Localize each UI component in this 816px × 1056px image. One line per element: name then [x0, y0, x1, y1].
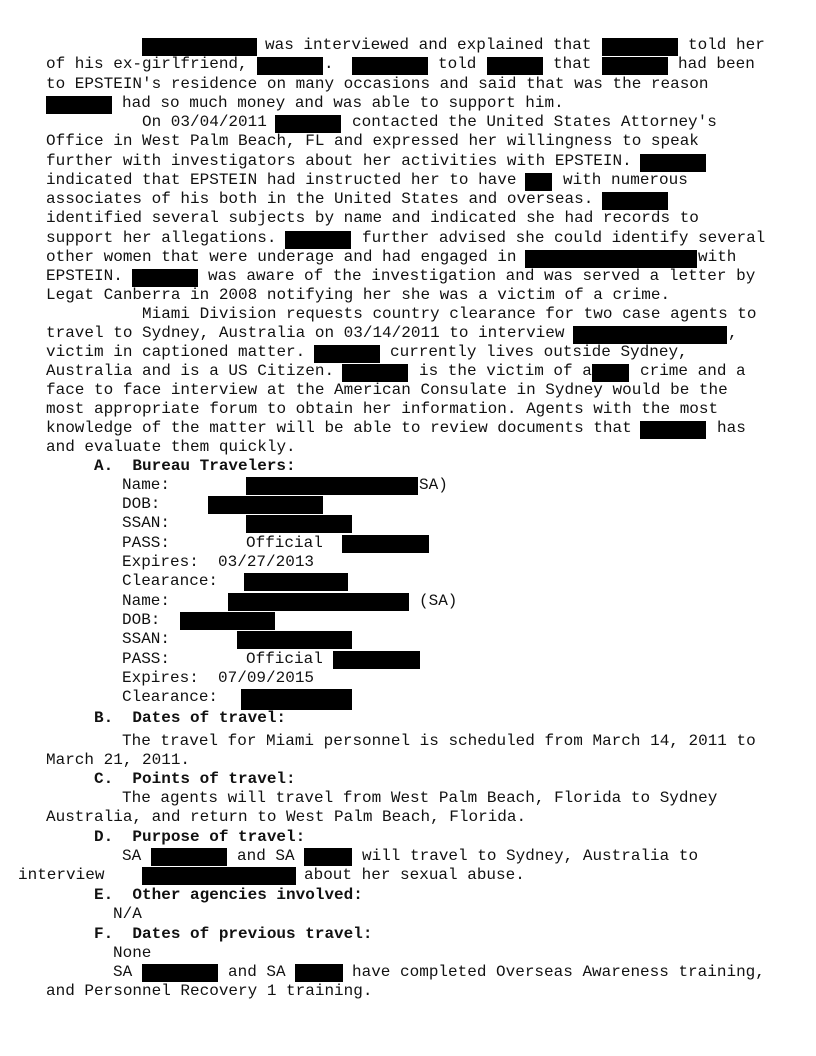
redaction-block [602, 38, 678, 56]
text-line: with numerous [563, 171, 688, 189]
text-line: had so much money and was able to support him. [122, 94, 564, 112]
field-value: SA) [419, 476, 448, 494]
text-line: Australia, and return to West Palm Beach, Florida. [46, 808, 527, 826]
text-line: travel to Sydney, Australia on 03/14/2011 to interview [46, 324, 565, 342]
text-line: will travel to Sydney, Australia to [362, 847, 699, 865]
redaction-block [342, 364, 408, 382]
redaction-block [525, 173, 552, 191]
redaction-block [352, 57, 428, 75]
text-line: The travel for Miami personnel is scheduled from March 14, 2011 to [122, 732, 756, 750]
text-line: further advised she could identify several [362, 229, 766, 247]
text-line: of his ex-girlfriend, [46, 55, 248, 73]
text-line: , [728, 324, 738, 342]
text-line: and SA [237, 847, 295, 865]
redaction-block [525, 250, 697, 268]
text-line: On 03/04/2011 [142, 113, 267, 131]
text-line: was interviewed and explained that [265, 36, 592, 54]
text-line: told her [688, 36, 765, 54]
text-line: Office in West Palm Beach, FL and expressed her willingness to speak [46, 132, 699, 150]
text-line: knowledge of the matter will be able to review documents that [46, 419, 632, 437]
redaction-block [241, 689, 352, 710]
redaction-block [142, 867, 296, 885]
redaction-block [237, 631, 352, 649]
redaction-block [257, 57, 323, 75]
field-label: PASS: [122, 534, 171, 552]
redaction-block [142, 38, 257, 56]
text-line: face to face interview at the American Consulate in Sydney would be the [46, 381, 728, 399]
field-value: (SA) [419, 592, 458, 610]
text-line: and evaluate them quickly. [46, 438, 296, 456]
redaction-block [246, 515, 352, 533]
section-heading: B. Dates of travel: [94, 709, 287, 727]
field-label: Name: [122, 592, 171, 610]
section-heading: F. Dates of previous travel: [94, 925, 373, 943]
section-heading: A. Bureau Travelers: [94, 457, 296, 475]
redaction-block [208, 496, 323, 514]
redaction-block [640, 421, 706, 439]
redaction-block [142, 964, 218, 982]
redaction-block [285, 231, 351, 249]
redaction-block [304, 848, 352, 866]
field-value: Expires: 07/09/2015 [122, 669, 315, 687]
redaction-block [132, 269, 198, 287]
section-heading: C. Points of travel: [94, 770, 296, 788]
redaction-block [602, 192, 668, 210]
text-line: Legat Canberra in 2008 notifying her she was a victim of a crime. [46, 286, 671, 304]
text-line: with [698, 248, 737, 266]
text-line: victim in captioned matter. [46, 343, 306, 361]
redaction-block [244, 573, 348, 591]
field-label: DOB: [122, 611, 161, 629]
text-line: indicated that EPSTEIN had instructed her to have [46, 171, 517, 189]
text-line: and SA [228, 963, 286, 981]
text-line: about her sexual abuse. [304, 866, 525, 884]
redaction-block [275, 115, 341, 133]
text-line: other women that were underage and had engaged in [46, 248, 517, 266]
text-line: March 21, 2011. [46, 751, 191, 769]
redaction-block [46, 96, 112, 114]
redaction-block [640, 154, 706, 172]
field-label: SSAN: [122, 630, 171, 648]
text-line: EPSTEIN. [46, 267, 123, 285]
text-line: currently lives outside Sydney, [390, 343, 688, 361]
redaction-block [342, 535, 429, 553]
text-line: identified several subjects by name and indicated she had records to [46, 209, 699, 227]
redaction-block [246, 477, 418, 495]
text-line: was aware of the investigation and was served a letter by [208, 267, 756, 285]
redaction-block [333, 651, 420, 669]
redaction-block [314, 345, 380, 363]
text-line: to EPSTEIN's residence on many occasions and said that was the reason [46, 75, 709, 93]
text-line: interview [18, 866, 105, 884]
field-label: SSAN: [122, 514, 171, 532]
text-line: support her allegations. [46, 229, 277, 247]
text-line: that [553, 55, 592, 73]
text-line: SA [113, 963, 133, 981]
text-line: contacted the United States Attorney's [352, 113, 717, 131]
field-value: Official [246, 650, 323, 668]
redaction-block [573, 326, 727, 344]
section-heading: E. Other agencies involved: [94, 886, 363, 904]
text-line: and Personnel Recovery 1 training. [46, 982, 373, 1000]
text-line: N/A [113, 905, 142, 923]
field-label: PASS: [122, 650, 171, 668]
field-label: Clearance: [122, 688, 219, 706]
field-label: DOB: [122, 495, 161, 513]
field-label: Name: [122, 476, 171, 494]
redaction-block [487, 57, 543, 75]
text-line: has [717, 419, 746, 437]
text-line: further with investigators about her activities with EPSTEIN. [46, 152, 632, 170]
redaction-block [151, 848, 227, 866]
text-line: had been [678, 55, 755, 73]
text-line: . [324, 55, 334, 73]
redaction-block [602, 57, 668, 75]
text-line: Australia and is a US Citizen. [46, 362, 335, 380]
text-line: crime and a [640, 362, 746, 380]
text-line: told [438, 55, 477, 73]
text-line: None [113, 944, 152, 962]
field-value: Official [246, 534, 323, 552]
text-line: The agents will travel from West Palm Beach, Florida to Sydney [122, 789, 718, 807]
redaction-block [295, 964, 343, 982]
redaction-block [228, 593, 409, 611]
field-value: Expires: 03/27/2013 [122, 553, 315, 571]
text-line: associates of his both in the United States and overseas. [46, 190, 594, 208]
text-line: Miami Division requests country clearance for two case agents to [142, 305, 757, 323]
redaction-block [592, 364, 629, 382]
section-heading: D. Purpose of travel: [94, 828, 306, 846]
text-line: have completed Overseas Awareness training, [352, 963, 765, 981]
field-label: Clearance: [122, 572, 219, 590]
text-line: most appropriate forum to obtain her information. Agents with the most [46, 400, 719, 418]
text-line: is the victim of a [419, 362, 592, 380]
redaction-block [180, 612, 275, 630]
text-line: SA [122, 847, 142, 865]
